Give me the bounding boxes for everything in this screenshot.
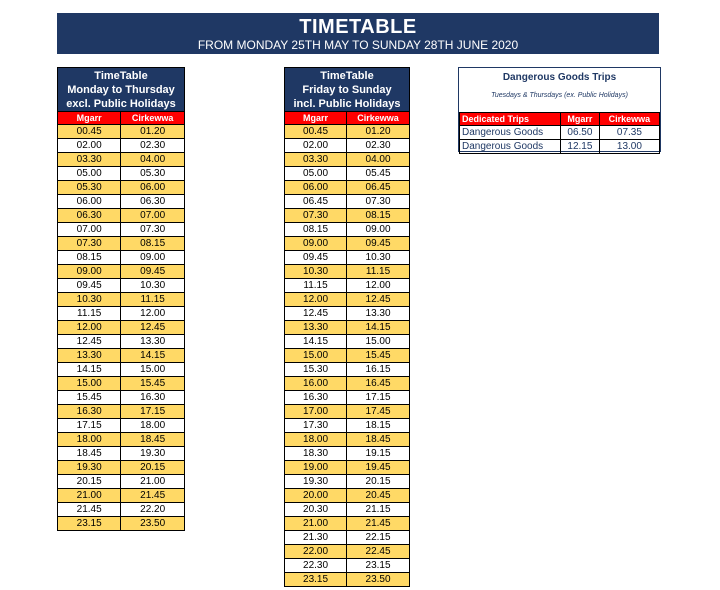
table-row: [285, 349, 410, 363]
time-cirkewwa: 18.15: [347, 419, 410, 433]
table-row: [285, 475, 410, 489]
table-row: [285, 293, 410, 307]
time-cirkewwa: 13.30: [347, 307, 410, 321]
time-mgarr: 09.00: [58, 265, 121, 279]
timetable-mon-thu: [57, 67, 185, 531]
time-cirkewwa: 20.15: [121, 461, 185, 475]
table-row: [285, 461, 410, 475]
time-mgarr: 13.30: [285, 321, 347, 335]
table-row: [285, 265, 410, 279]
time-mgarr: 11.15: [285, 279, 347, 293]
table-row: [285, 489, 410, 503]
time-mgarr: 05.30: [58, 181, 121, 195]
time-cirkewwa: 12.45: [347, 293, 410, 307]
time-cirkewwa: 05.30: [121, 167, 185, 181]
time-mgarr: 14.15: [58, 363, 121, 377]
time-cirkewwa: 04.00: [347, 153, 410, 167]
time-mgarr: 15.00: [285, 349, 347, 363]
time-mgarr: 19.30: [58, 461, 121, 475]
time-cirkewwa: 21.15: [347, 503, 410, 517]
column-header-cirkewwa: Cirkewwa: [347, 112, 410, 125]
time-mgarr: 22.00: [285, 545, 347, 559]
time-cirkewwa: 01.20: [347, 125, 410, 139]
column-header-dedicated-trips: Dedicated Trips: [460, 113, 561, 126]
time-mgarr: 06.50: [561, 126, 600, 140]
heading-line: excl. Public Holidays: [66, 98, 176, 110]
time-cirkewwa: 09.00: [121, 251, 185, 265]
timetable-banner: [57, 13, 659, 54]
time-cirkewwa: 01.20: [121, 125, 185, 139]
time-cirkewwa: 02.30: [121, 139, 185, 153]
time-mgarr: 12.15: [561, 140, 600, 154]
time-mgarr: 12.45: [58, 335, 121, 349]
time-mgarr: 22.30: [285, 559, 347, 573]
time-mgarr: 21.00: [58, 489, 121, 503]
time-mgarr: 15.00: [58, 377, 121, 391]
time-cirkewwa: 07.30: [121, 223, 185, 237]
trip-label: Dangerous Goods: [460, 126, 561, 140]
time-cirkewwa: 21.45: [121, 489, 185, 503]
time-mgarr: 18.00: [285, 433, 347, 447]
table-row: [285, 517, 410, 531]
time-mgarr: 16.00: [285, 377, 347, 391]
table-row: [285, 433, 410, 447]
time-mgarr: 15.30: [285, 363, 347, 377]
time-mgarr: 07.30: [285, 209, 347, 223]
table-row: [58, 349, 185, 363]
time-cirkewwa: 06.45: [347, 181, 410, 195]
table-heading: [285, 68, 410, 112]
time-cirkewwa: 22.15: [347, 531, 410, 545]
table-row: [285, 139, 410, 153]
time-mgarr: 19.00: [285, 461, 347, 475]
time-mgarr: 21.45: [58, 503, 121, 517]
time-cirkewwa: 18.00: [121, 419, 185, 433]
time-cirkewwa: 07.35: [599, 126, 659, 140]
table-row: [285, 419, 410, 433]
time-mgarr: 20.15: [58, 475, 121, 489]
column-header-cirkewwa: Cirkewwa: [599, 113, 659, 126]
time-cirkewwa: 19.30: [121, 447, 185, 461]
table-row: [285, 545, 410, 559]
table-row: [285, 447, 410, 461]
time-mgarr: 05.00: [58, 167, 121, 181]
column-header-mgarr: Mgarr: [58, 112, 121, 125]
time-mgarr: 03.30: [285, 153, 347, 167]
table-row: [58, 153, 185, 167]
time-mgarr: 21.30: [285, 531, 347, 545]
time-mgarr: 07.30: [58, 237, 121, 251]
time-cirkewwa: 17.15: [121, 405, 185, 419]
time-mgarr: 13.30: [58, 349, 121, 363]
time-cirkewwa: 19.15: [347, 447, 410, 461]
time-cirkewwa: 08.15: [347, 209, 410, 223]
dangerous-goods-panel: [458, 67, 661, 152]
time-cirkewwa: 07.00: [121, 209, 185, 223]
time-cirkewwa: 09.00: [347, 223, 410, 237]
time-mgarr: 12.00: [285, 293, 347, 307]
table-row: [285, 195, 410, 209]
table-row: [58, 293, 185, 307]
time-cirkewwa: 08.15: [121, 237, 185, 251]
time-cirkewwa: 15.00: [121, 363, 185, 377]
time-mgarr: 20.30: [285, 503, 347, 517]
table-row: [58, 363, 185, 377]
table-row: [285, 181, 410, 195]
table-row: [285, 405, 410, 419]
time-mgarr: 02.00: [58, 139, 121, 153]
table-row: [285, 223, 410, 237]
time-mgarr: 16.30: [285, 391, 347, 405]
trip-label: Dangerous Goods: [460, 140, 561, 154]
time-mgarr: 11.15: [58, 307, 121, 321]
time-cirkewwa: 07.30: [347, 195, 410, 209]
table-row: [285, 153, 410, 167]
time-cirkewwa: 13.30: [121, 335, 185, 349]
time-mgarr: 18.00: [58, 433, 121, 447]
time-mgarr: 09.45: [285, 251, 347, 265]
table-row: [58, 279, 185, 293]
time-mgarr: 20.00: [285, 489, 347, 503]
table-row: [58, 307, 185, 321]
time-cirkewwa: 17.45: [347, 405, 410, 419]
time-mgarr: 23.15: [58, 517, 121, 531]
table-row: [58, 517, 185, 531]
dangerous-goods-note: Tuesdays & Thursdays (ex. Public Holidays): [491, 92, 628, 99]
time-cirkewwa: 10.30: [121, 279, 185, 293]
time-mgarr: 17.30: [285, 419, 347, 433]
time-cirkewwa: 16.15: [347, 363, 410, 377]
time-cirkewwa: 19.45: [347, 461, 410, 475]
table-row: [58, 321, 185, 335]
time-mgarr: 06.30: [58, 209, 121, 223]
table-row: [285, 559, 410, 573]
timetable-fri-sun: [284, 67, 410, 587]
time-cirkewwa: 02.30: [347, 139, 410, 153]
time-cirkewwa: 14.15: [121, 349, 185, 363]
time-mgarr: 12.45: [285, 307, 347, 321]
time-cirkewwa: 04.00: [121, 153, 185, 167]
time-cirkewwa: 06.00: [121, 181, 185, 195]
time-cirkewwa: 15.00: [347, 335, 410, 349]
heading-line: Friday to Sunday: [302, 84, 392, 96]
time-mgarr: 06.45: [285, 195, 347, 209]
time-cirkewwa: 21.00: [121, 475, 185, 489]
table-row: [58, 167, 185, 181]
time-cirkewwa: 11.15: [347, 265, 410, 279]
heading-line: Monday to Thursday: [67, 84, 175, 96]
time-cirkewwa: 14.15: [347, 321, 410, 335]
time-mgarr: 05.00: [285, 167, 347, 181]
time-mgarr: 21.00: [285, 517, 347, 531]
table-row: [58, 475, 185, 489]
table-row: [285, 573, 410, 587]
table-row: [285, 363, 410, 377]
time-cirkewwa: 18.45: [121, 433, 185, 447]
time-mgarr: 00.45: [285, 125, 347, 139]
dangerous-goods-title: Dangerous Goods Trips: [502, 72, 617, 83]
time-cirkewwa: 13.00: [599, 140, 659, 154]
time-cirkewwa: 22.20: [121, 503, 185, 517]
column-header-mgarr: Mgarr: [285, 112, 347, 125]
table-row: [58, 503, 185, 517]
table-row: [460, 126, 660, 140]
page-subtitle: FROM MONDAY 25TH MAY TO SUNDAY 28TH JUNE 2020: [197, 38, 519, 52]
table-row: [285, 531, 410, 545]
time-mgarr: 16.30: [58, 405, 121, 419]
time-mgarr: 10.30: [58, 293, 121, 307]
table-row: [58, 461, 185, 475]
table-row: [285, 251, 410, 265]
time-cirkewwa: 12.45: [121, 321, 185, 335]
heading-line: TimeTable: [94, 70, 148, 82]
time-mgarr: 08.15: [58, 251, 121, 265]
column-header-mgarr: Mgarr: [561, 113, 600, 126]
table-row: [58, 391, 185, 405]
time-cirkewwa: 09.45: [121, 265, 185, 279]
table-row: [58, 181, 185, 195]
time-cirkewwa: 12.00: [121, 307, 185, 321]
time-mgarr: 03.30: [58, 153, 121, 167]
table-row: [58, 251, 185, 265]
time-mgarr: 07.00: [58, 223, 121, 237]
table-row: [58, 433, 185, 447]
table-row: [285, 279, 410, 293]
time-cirkewwa: 21.45: [347, 517, 410, 531]
time-mgarr: 17.15: [58, 419, 121, 433]
time-mgarr: 06.00: [58, 195, 121, 209]
table-row: [285, 209, 410, 223]
table-row: [285, 237, 410, 251]
table-row: [58, 125, 185, 139]
time-cirkewwa: 11.15: [121, 293, 185, 307]
table-row: [460, 140, 660, 154]
heading-line: incl. Public Holidays: [293, 98, 401, 110]
time-cirkewwa: 16.30: [121, 391, 185, 405]
time-mgarr: 08.15: [285, 223, 347, 237]
table-row: [58, 405, 185, 419]
time-mgarr: 17.00: [285, 405, 347, 419]
table-row: [285, 377, 410, 391]
time-mgarr: 09.45: [58, 279, 121, 293]
table-row: [58, 377, 185, 391]
time-mgarr: 14.15: [285, 335, 347, 349]
time-mgarr: 09.00: [285, 237, 347, 251]
time-cirkewwa: 16.45: [347, 377, 410, 391]
time-cirkewwa: 23.50: [121, 517, 185, 531]
time-cirkewwa: 23.15: [347, 559, 410, 573]
time-cirkewwa: 15.45: [121, 377, 185, 391]
time-cirkewwa: 05.45: [347, 167, 410, 181]
time-mgarr: 00.45: [58, 125, 121, 139]
time-mgarr: 18.30: [285, 447, 347, 461]
time-cirkewwa: 20.45: [347, 489, 410, 503]
time-mgarr: 12.00: [58, 321, 121, 335]
table-row: [285, 125, 410, 139]
table-row: [58, 139, 185, 153]
table-row: [58, 335, 185, 349]
table-row: [58, 489, 185, 503]
time-mgarr: 19.30: [285, 475, 347, 489]
time-cirkewwa: 20.15: [347, 475, 410, 489]
time-cirkewwa: 06.30: [121, 195, 185, 209]
table-row: [58, 237, 185, 251]
table-heading: [58, 68, 185, 112]
time-mgarr: 23.15: [285, 573, 347, 587]
table-row: [58, 195, 185, 209]
table-row: [285, 321, 410, 335]
table-row: [285, 167, 410, 181]
table-row: [58, 265, 185, 279]
time-cirkewwa: 12.00: [347, 279, 410, 293]
time-mgarr: 18.45: [58, 447, 121, 461]
time-mgarr: 10.30: [285, 265, 347, 279]
time-cirkewwa: 18.45: [347, 433, 410, 447]
table-row: [58, 419, 185, 433]
time-cirkewwa: 10.30: [347, 251, 410, 265]
table-row: [58, 447, 185, 461]
table-row: [58, 223, 185, 237]
page-title: TIMETABLE: [299, 16, 417, 38]
table-row: [285, 391, 410, 405]
table-row: [285, 307, 410, 321]
time-cirkewwa: 17.15: [347, 391, 410, 405]
time-cirkewwa: 22.45: [347, 545, 410, 559]
heading-line: TimeTable: [320, 70, 374, 82]
column-header-cirkewwa: Cirkewwa: [121, 112, 185, 125]
table-row: [285, 335, 410, 349]
time-cirkewwa: 23.50: [347, 573, 410, 587]
time-mgarr: 15.45: [58, 391, 121, 405]
time-mgarr: 06.00: [285, 181, 347, 195]
table-row: [58, 209, 185, 223]
time-mgarr: 02.00: [285, 139, 347, 153]
dangerous-goods-table: [459, 112, 660, 154]
time-cirkewwa: 09.45: [347, 237, 410, 251]
table-row: [285, 503, 410, 517]
time-cirkewwa: 15.45: [347, 349, 410, 363]
